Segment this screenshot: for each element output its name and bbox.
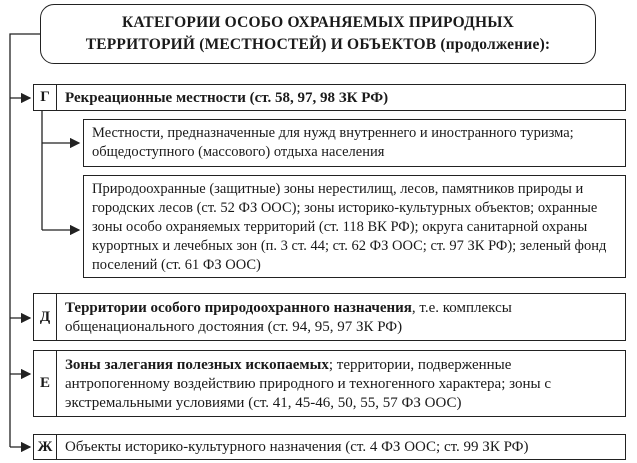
category-g xyxy=(56,84,626,111)
category-letter-e: Е xyxy=(33,350,57,417)
category-letter-g: Г xyxy=(33,84,57,111)
category-g-subitem-2: Природоохранные (защитные) зоны нерестилищ, лесов, памятников природы и городских лесов (ст. 52 ФЗ ООС); зоны историко-культурных объектов; охранные зоны особо охраняемых территорий (ст. 118 ВК РФ); округа санитарной охраны курортных и лечебных зон (п. 3 ст. 44; ст. 62 ФЗ ООС; ст. 97 ЗК РФ); зеленый фонд поселений (ст. 61 ФЗ ООС) xyxy=(83,175,626,278)
title-line-1: КАТЕГОРИИ ОСОБО ОХРАНЯЕМЫХ ПРИРОДНЫХ xyxy=(121,14,515,31)
category-letter-d: Д xyxy=(33,293,57,341)
category-d xyxy=(56,293,626,341)
category-e xyxy=(56,350,626,417)
category-e-title: Зоны залегания полезных ископаемых xyxy=(65,357,329,373)
diagram-title xyxy=(40,4,596,64)
category-zh-text: Объекты историко-культурного назначения (ст. 4 ФЗ ООС; ст. 99 ЗК РФ) xyxy=(65,439,529,455)
category-e-text: ; территории, подверженные антропогенному воздействию природного и техногенного характера; зоны с экстремальными условиями (ст. 41, 45-46, 50, 55, 57 ФЗ ООС) xyxy=(65,357,551,411)
title-suffix: (продолжение): xyxy=(440,36,551,53)
category-zh xyxy=(56,434,626,460)
category-d-text: , т.е. комплексы общенационального достояния (ст. 94, 95, 97 ЗК РФ) xyxy=(65,300,512,335)
category-letter-zh: Ж xyxy=(33,434,57,460)
category-d-title: Территории особого природоохранного назначения xyxy=(65,300,412,316)
category-g-title: Рекреационные местности (ст. 58, 97, 98 ЗК РФ) xyxy=(65,90,389,106)
category-g-subitem-1: Местности, предназначенные для нужд внутреннего и иностранного туризма; общедоступного (массового) отдыха населения xyxy=(83,119,626,167)
title-line-2: ТЕРРИТОРИЙ (МЕСТНОСТЕЙ) И ОБЪЕКТОВ xyxy=(85,36,437,53)
